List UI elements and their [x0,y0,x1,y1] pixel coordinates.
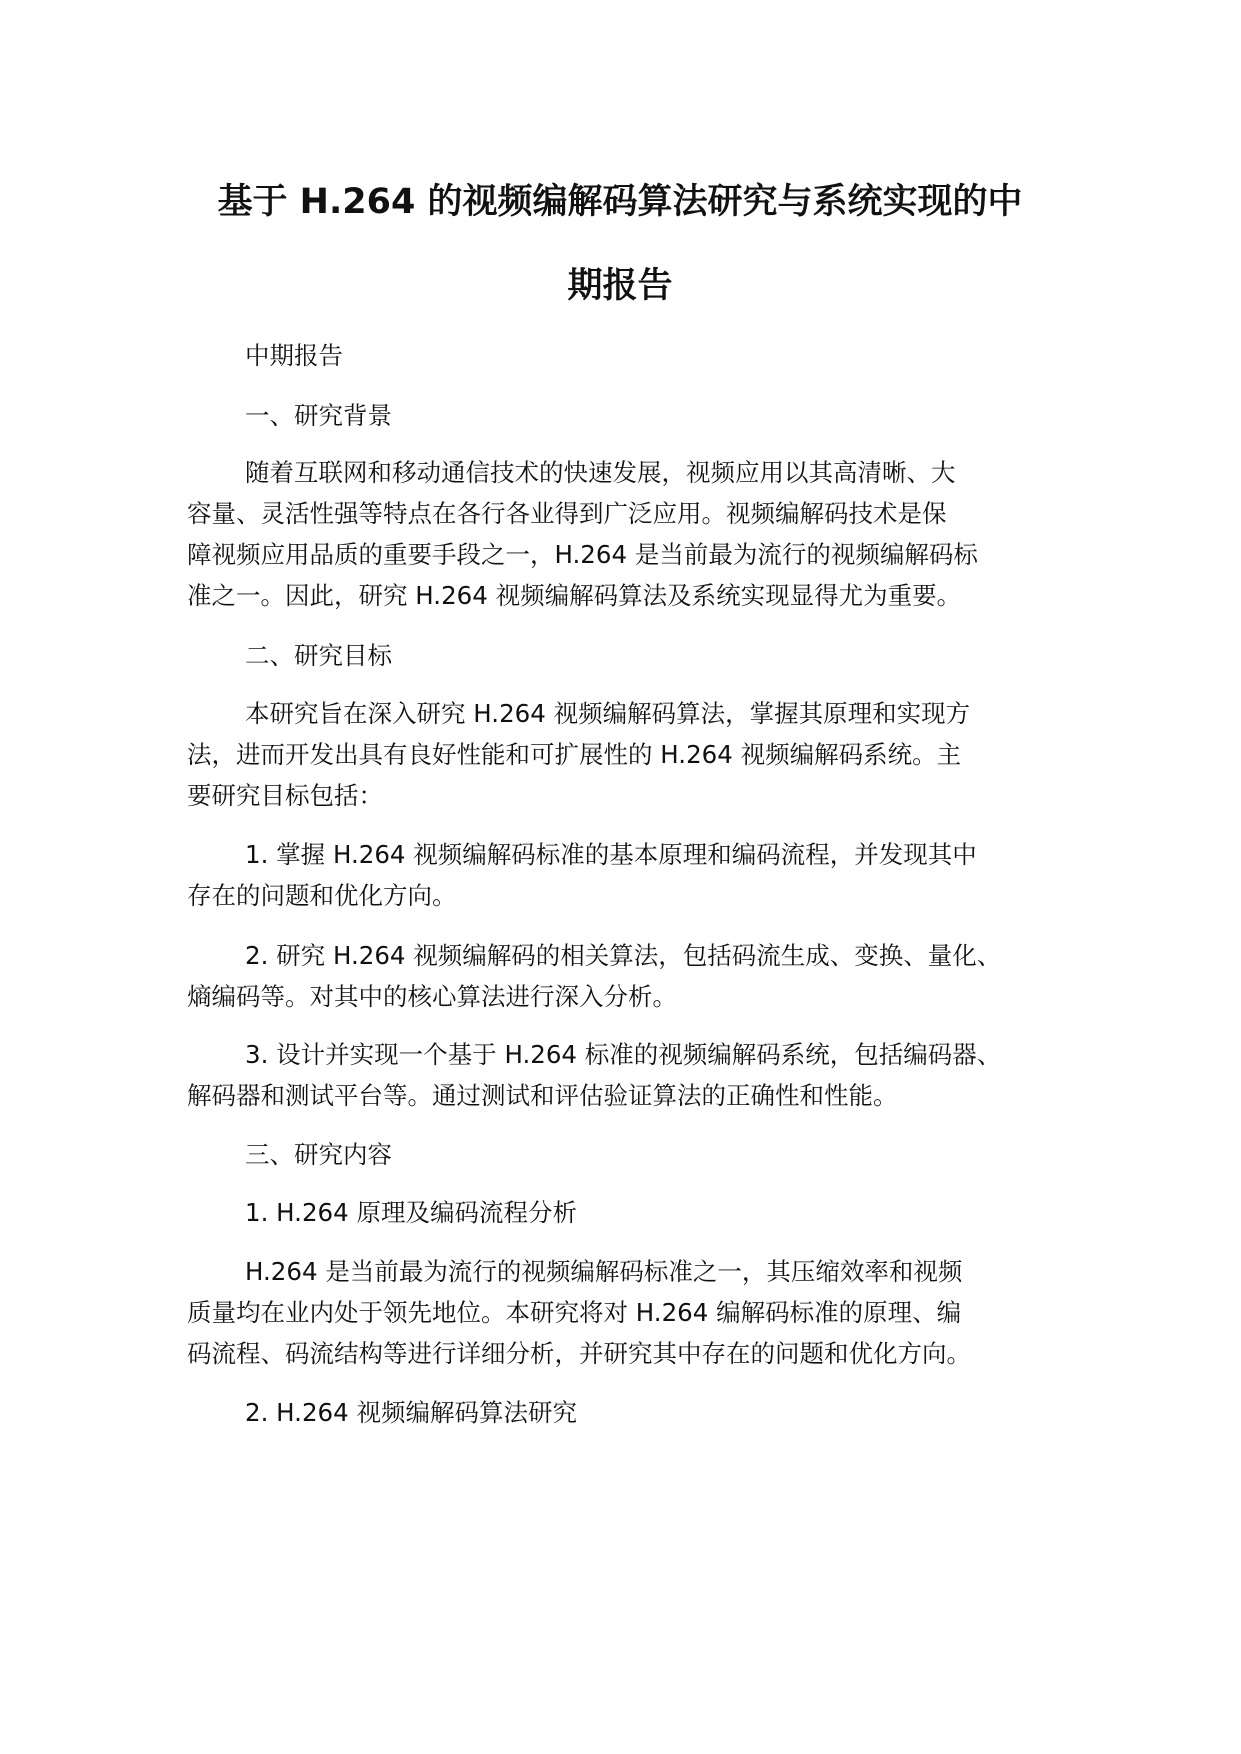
paragraph-line: H.264 是当前最为流行的视频编解码标准之一，其压缩效率和视频 [245,1257,963,1286]
paragraph-line: 容量、灵活性强等特点在各行各业得到广泛应用。视频编解码技术是保 [187,499,947,528]
list-item-line: 1. 掌握 H.264 视频编解码标准的基本原理和编码流程，并发现其中 [245,840,977,869]
list-item-line: 3. 设计并实现一个基于 H.264 标准的视频编解码系统，包括编码器、 [245,1040,1002,1069]
list-item-line: 2. 研究 H.264 视频编解码的相关算法，包括码流生成、变换、量化、 [245,941,1002,970]
document-title-line-1: 基于 H.264 的视频编解码算法研究与系统实现的中 [217,182,1023,222]
list-item-line: 存在的问题和优化方向。 [187,881,457,910]
paragraph-line: 障视频应用品质的重要手段之一，H.264 是当前最为流行的视频编解码标 [187,540,978,569]
paragraph-line: 准之一。因此，研究 H.264 视频编解码算法及系统实现显得尤为重要。 [187,581,962,610]
section-heading: 二、研究目标 [245,641,392,670]
section-heading: 三、研究内容 [245,1140,392,1169]
paragraph-line: 本研究旨在深入研究 H.264 视频编解码算法，掌握其原理和实现方 [245,699,971,728]
section-heading: 中期报告 [245,341,343,370]
paragraph-line: 随着互联网和移动通信技术的快速发展，视频应用以其高清晰、大 [245,458,956,487]
paragraph-line: 法，进而开发出具有良好性能和可扩展性的 H.264 视频编解码系统。主 [187,740,962,769]
subsection-heading: 2. H.264 视频编解码算法研究 [245,1398,577,1427]
list-item-line: 熵编码等。对其中的核心算法进行深入分析。 [187,982,677,1011]
paragraph-line: 码流程、码流结构等进行详细分析，并研究其中存在的问题和优化方向。 [187,1339,971,1368]
subsection-heading: 1. H.264 原理及编码流程分析 [245,1198,577,1227]
section-heading: 一、研究背景 [245,401,392,430]
list-item-line: 解码器和测试平台等。通过测试和评估验证算法的正确性和性能。 [187,1081,898,1110]
document-title-line-2: 期报告 [567,266,673,306]
paragraph-line: 质量均在业内处于领先地位。本研究将对 H.264 编解码标准的原理、编 [187,1298,962,1327]
paragraph-line: 要研究目标包括： [187,781,383,810]
